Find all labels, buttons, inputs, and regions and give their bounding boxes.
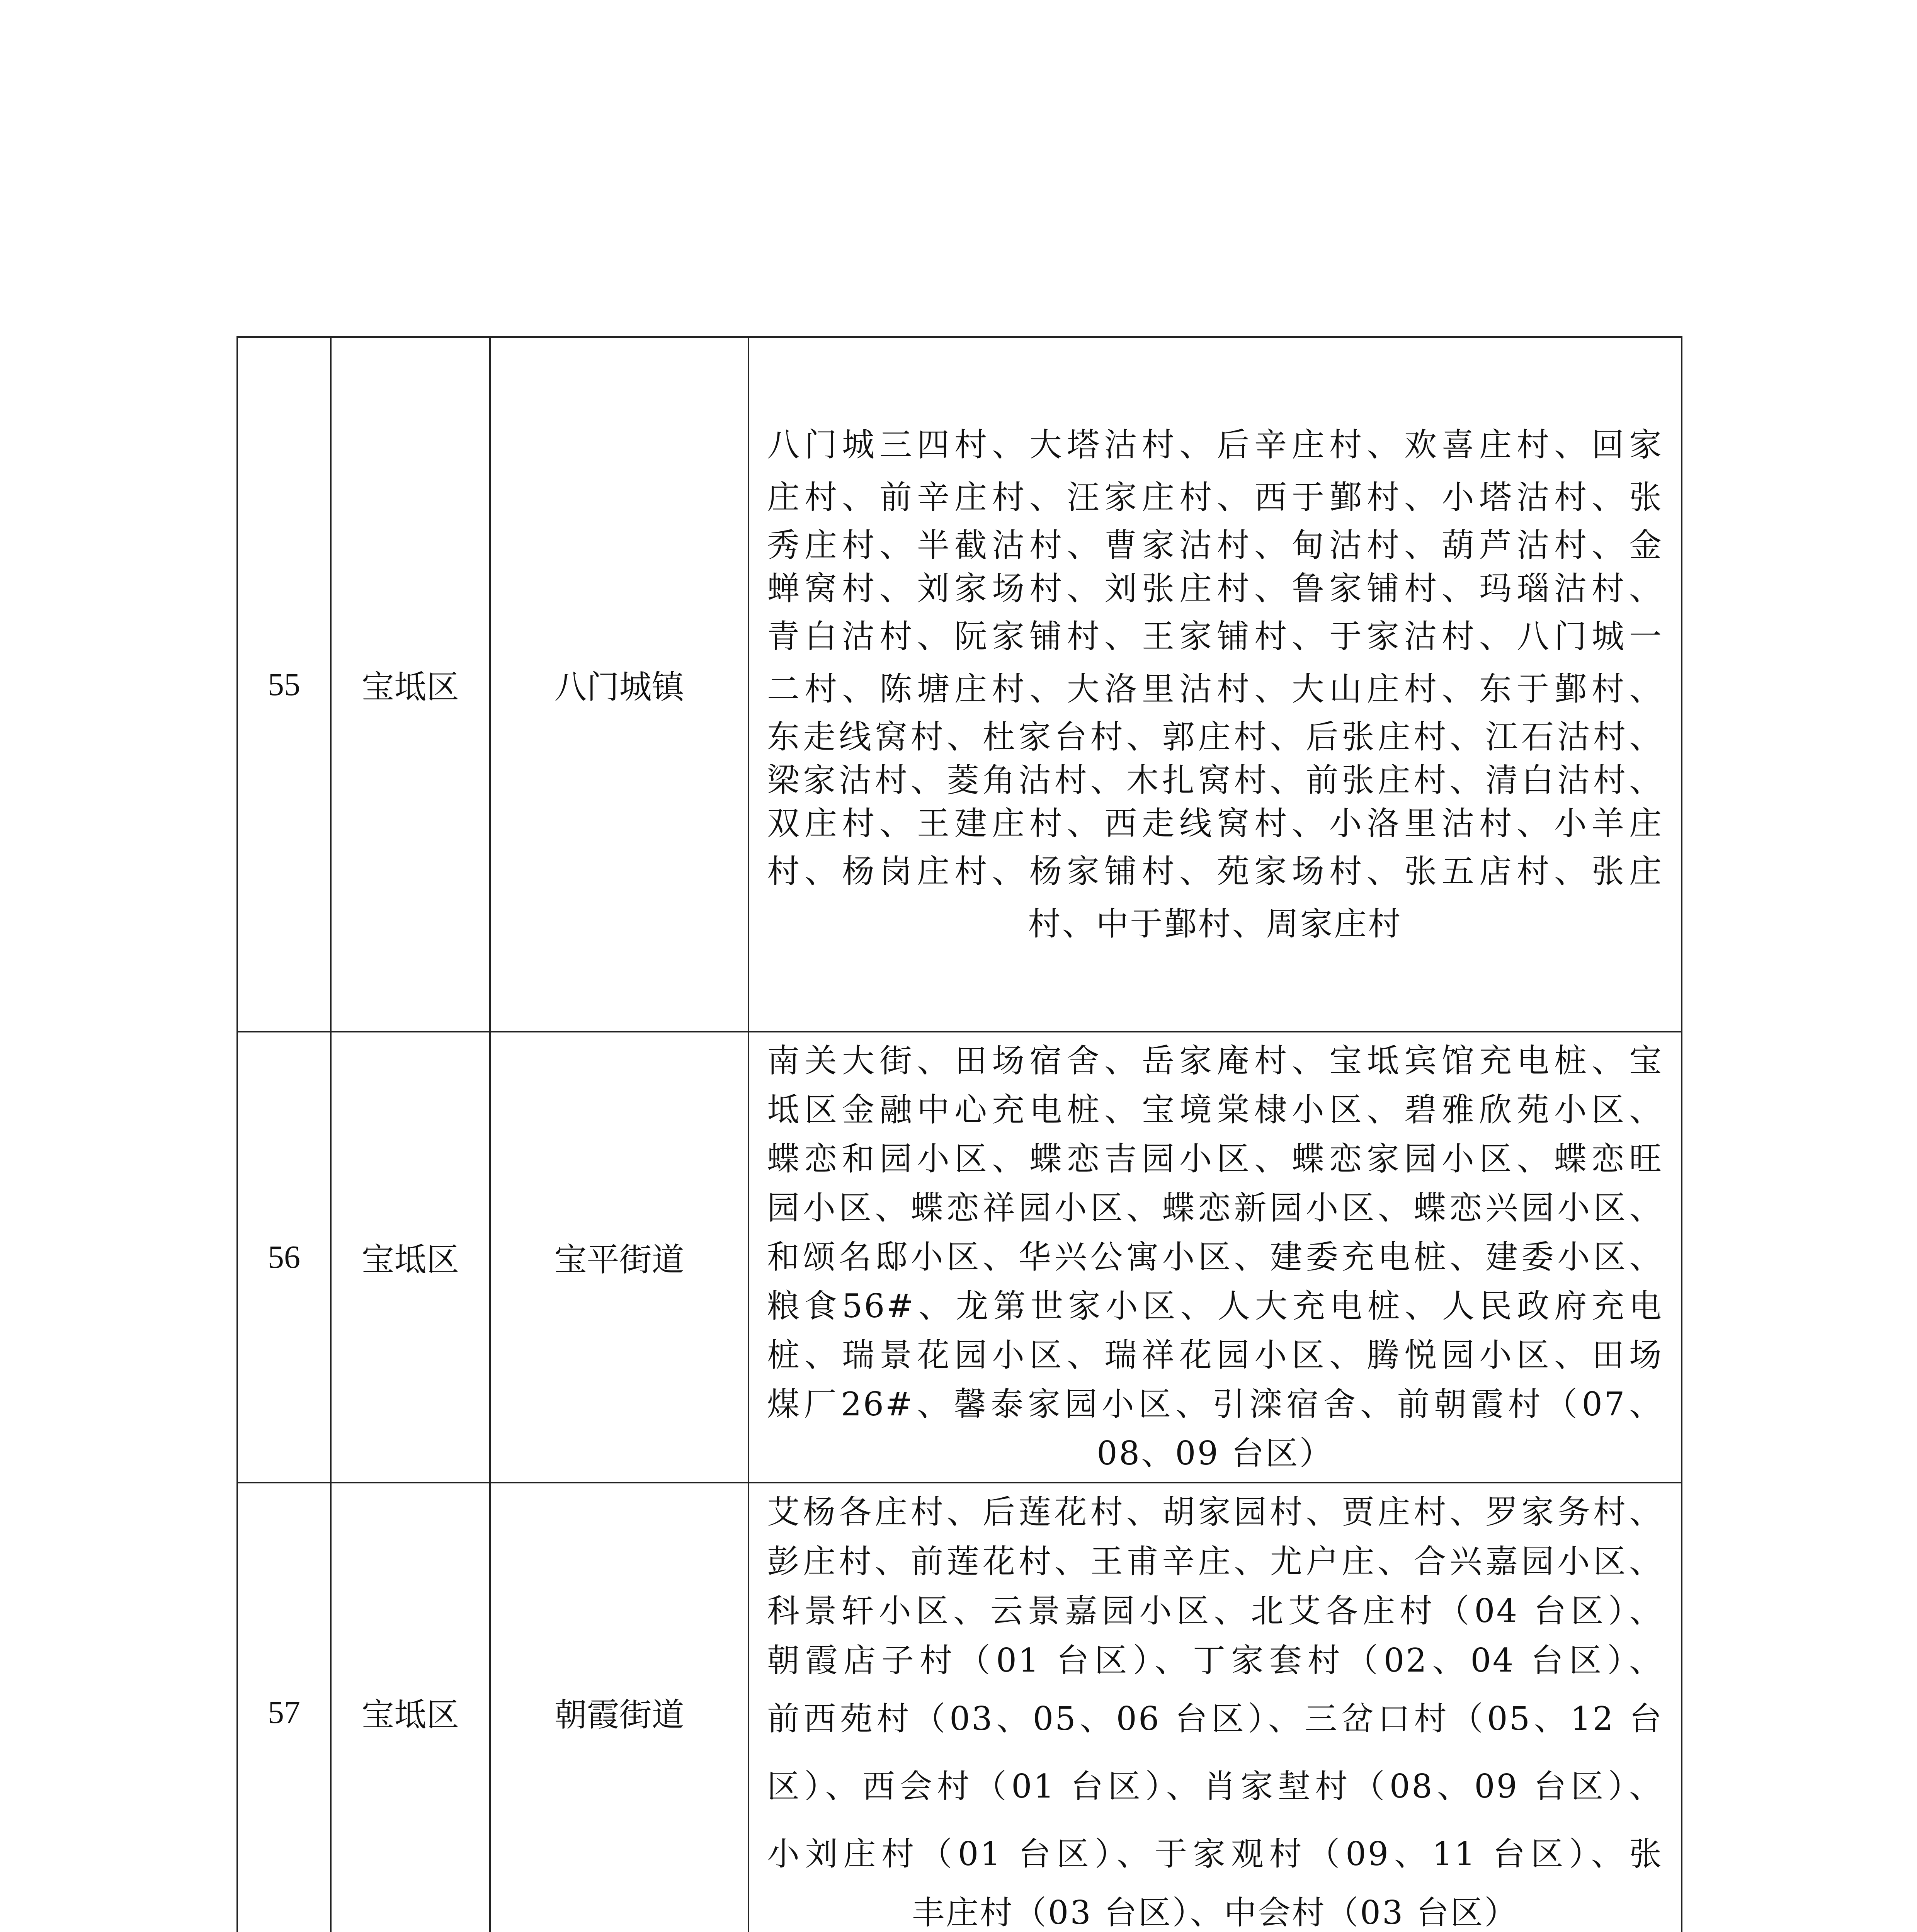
areas-line: 秀庄村、半截沽村、曹家沽村、甸沽村、葫芦沽村、金 xyxy=(767,526,1663,564)
areas-line: 艾杨各庄村、后莲花村、胡家园村、贾庄村、罗家务村、 xyxy=(767,1493,1663,1531)
row-number: 57 xyxy=(237,1483,331,1932)
areas-cell xyxy=(748,337,1682,1032)
areas-line: 小刘庄村（01 台区）、于家观村（09、11 台区）、张 xyxy=(767,1835,1663,1873)
areas-line: 村、中于鄞村、周家庄村 xyxy=(1028,905,1402,943)
areas-line: 青白沽村、阮家铺村、王家铺村、于家沽村、八门城一 xyxy=(767,617,1663,655)
areas-line: 桩、瑞景花园小区、瑞祥花园小区、腾悦园小区、田场 xyxy=(767,1336,1663,1374)
areas-cell xyxy=(748,1032,1682,1483)
areas-line: 粮食56#、龙第世家小区、人大充电桩、人民政府充电 xyxy=(767,1287,1663,1325)
town-cell: 八门城镇 xyxy=(490,337,748,1032)
areas-line: 坻区金融中心充电桩、宝境棠棣小区、碧雅欣苑小区、 xyxy=(767,1091,1663,1129)
areas-line: 双庄村、王建庄村、西走线窝村、小洛里沽村、小羊庄 xyxy=(767,804,1663,842)
district-cell: 宝坻区 xyxy=(331,1032,490,1483)
areas-line: 蝶恋和园小区、蝶恋吉园小区、蝶恋家园小区、蝶恋旺 xyxy=(767,1140,1663,1178)
district-cell: 宝坻区 xyxy=(331,337,490,1032)
row-number: 55 xyxy=(237,337,331,1032)
areas-line: 丰庄村（03 台区）、中会村（03 台区） xyxy=(912,1894,1519,1932)
areas-line: 蝉窝村、刘家场村、刘张庄村、鲁家铺村、玛瑙沽村、 xyxy=(767,570,1663,607)
areas-line: 梁家沽村、菱角沽村、木扎窝村、前张庄村、清白沽村、 xyxy=(767,761,1663,799)
areas-line: 二村、陈塘庄村、大洛里沽村、大山庄村、东于鄞村、 xyxy=(767,670,1663,708)
area-table xyxy=(236,336,1682,1932)
areas-line: 区）、西会村（01 台区）、肖家堼村（08、09 台区）、 xyxy=(767,1767,1663,1805)
areas-line: 园小区、蝶恋祥园小区、蝶恋新园小区、蝶恋兴园小区、 xyxy=(767,1189,1663,1227)
table-row xyxy=(237,1483,1682,1932)
areas-line: 东走线窝村、杜家台村、郭庄村、后张庄村、江石沽村、 xyxy=(767,718,1663,756)
areas-line: 八门城三四村、大塔沽村、后辛庄村、欢喜庄村、回家 xyxy=(767,426,1663,464)
town-cell: 朝霞街道 xyxy=(490,1483,748,1932)
areas-cell xyxy=(748,1483,1682,1932)
table-row xyxy=(237,337,1682,1032)
areas-line: 08、09 台区） xyxy=(1097,1434,1334,1472)
table-row xyxy=(237,1032,1682,1483)
areas-line: 煤厂26#、馨泰家园小区、引滦宿舍、前朝霞村（07、 xyxy=(767,1385,1663,1423)
areas-line: 庄村、前辛庄村、汪家庄村、西于鄞村、小塔沽村、张 xyxy=(767,478,1663,516)
district-cell: 宝坻区 xyxy=(331,1483,490,1932)
areas-line: 前西苑村（03、05、06 台区）、三岔口村（05、12 台 xyxy=(767,1700,1663,1738)
areas-line: 南关大街、田场宿舍、岳家庵村、宝坻宾馆充电桩、宝 xyxy=(767,1042,1663,1080)
areas-line: 村、杨岗庄村、杨家铺村、苑家场村、张五店村、张庄 xyxy=(767,852,1663,890)
row-number: 56 xyxy=(237,1032,331,1483)
areas-line: 和颂名邸小区、华兴公寓小区、建委充电桩、建委小区、 xyxy=(767,1238,1663,1276)
areas-line: 科景轩小区、云景嘉园小区、北艾各庄村（04 台区）、 xyxy=(767,1592,1663,1630)
town-cell: 宝平街道 xyxy=(490,1032,748,1483)
areas-line: 彭庄村、前莲花村、王甫辛庄、尤户庄、合兴嘉园小区、 xyxy=(767,1543,1663,1580)
areas-line: 朝霞店子村（01 台区）、丁家套村（02、04 台区）、 xyxy=(767,1641,1663,1679)
